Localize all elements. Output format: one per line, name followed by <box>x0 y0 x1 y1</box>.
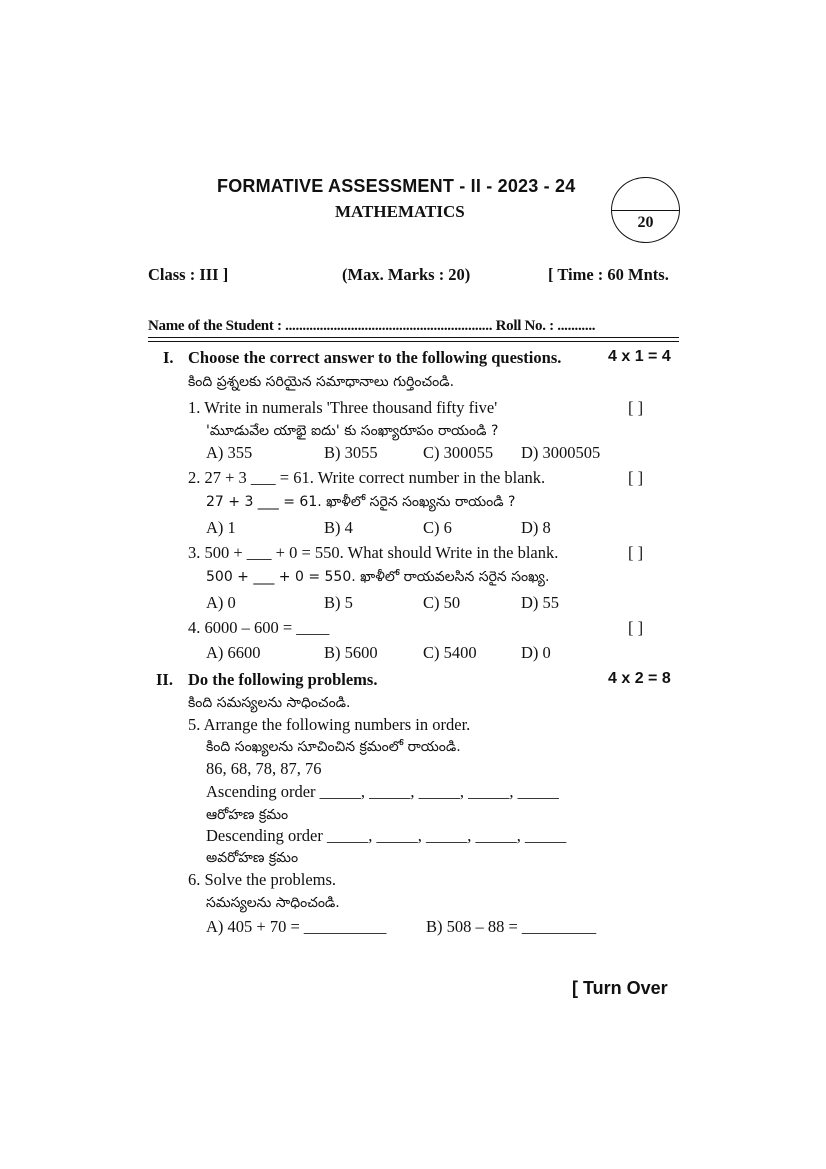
ascending-order-line: Ascending order _____, _____, _____, _____, _____ <box>206 782 559 801</box>
question-2: 2. 27 + 3 ___ = 61. Write correct number in the blank. <box>188 468 546 487</box>
answer-bracket-3: [ ] <box>628 543 644 562</box>
question-3-telugu: 500 + ___ + 0 = 550. ఖాళీలో రాయవలసిన సరైన సంఖ్య. <box>206 569 550 585</box>
section-2-marks: 4 x 2 = 8 <box>608 670 671 687</box>
q4-option-c: C) 5400 <box>423 643 477 662</box>
section-2-telugu: కింది సమస్యలను సాధించండి. <box>188 695 351 711</box>
question-1: 1. Write in numerals 'Three thousand fifty five' <box>188 398 498 417</box>
q1-option-a: A) 355 <box>206 443 253 462</box>
q3-option-b: B) 5 <box>324 593 353 612</box>
section-1-telugu: కింది ప్రశ్నలకు సరియైన సమాధానాలు గుర్తించండి. <box>188 374 455 390</box>
question-6-telugu: సమస్యలను సాధించండి. <box>206 895 340 911</box>
q1-option-c: C) 300055 <box>423 443 494 462</box>
question-1-telugu: 'మూడువేల యాభై ఐదు' కు సంఖ్యారూపం రాయండి ? <box>206 423 499 439</box>
q2-option-a: A) 1 <box>206 518 236 537</box>
q1-option-d: D) 3000505 <box>521 443 601 462</box>
numbers-list: 86, 68, 78, 87, 76 <box>206 759 322 778</box>
q3-option-a: A) 0 <box>206 593 236 612</box>
divider <box>148 337 679 338</box>
q4-option-d: D) 0 <box>521 643 551 662</box>
section-2-heading: Do the following problems. <box>188 670 378 689</box>
q3-option-d: D) 55 <box>521 593 560 612</box>
section-1-marks: 4 x 1 = 4 <box>608 348 671 365</box>
turn-over-label: [ Turn Over <box>572 978 668 998</box>
question-4: 4. 6000 – 600 = ____ <box>188 618 330 637</box>
q3-option-c: C) 50 <box>423 593 461 612</box>
q6-part-a: A) 405 + 70 = __________ <box>206 917 387 936</box>
section-1-heading: Choose the correct answer to the following questions. <box>188 348 562 367</box>
question-2-telugu: 27 + 3 ___ = 61. ఖాళీలో సరైన సంఖ్యను రాయండి ? <box>206 494 516 510</box>
q2-option-d: D) 8 <box>521 518 551 537</box>
answer-bracket-4: [ ] <box>628 618 644 637</box>
exam-title: FORMATIVE ASSESSMENT - II - 2023 - 24 <box>217 176 576 196</box>
total-marks: 20 <box>637 214 654 231</box>
q2-option-c: C) 6 <box>423 518 452 537</box>
max-marks-label: (Max. Marks : 20) <box>342 265 471 284</box>
question-6: 6. Solve the problems. <box>188 870 337 889</box>
divider <box>148 341 679 342</box>
section-1-number: I. <box>163 348 174 367</box>
ascending-order-telugu: ఆరోహణ క్రమం <box>206 807 289 823</box>
subject-title: MATHEMATICS <box>335 202 465 221</box>
time-label: [ Time : 60 Mnts. <box>548 265 669 284</box>
section-2-number: II. <box>156 670 173 689</box>
q4-option-b: B) 5600 <box>324 643 378 662</box>
q2-option-b: B) 4 <box>324 518 353 537</box>
question-5-telugu: కింది సంఖ్యలను సూచించిన క్రమంలో రాయండి. <box>206 739 461 755</box>
question-5: 5. Arrange the following numbers in order. <box>188 715 471 734</box>
student-name-roll-line: Name of the Student : ............................................................ Roll No. : ........... <box>148 318 596 334</box>
question-3: 3. 500 + ___ + 0 = 550. What should Write in the blank. <box>188 543 559 562</box>
descending-order-telugu: అవరోహణ క్రమం <box>206 850 299 866</box>
q4-option-a: A) 6600 <box>206 643 261 662</box>
total-marks-circle <box>611 177 680 243</box>
descending-order-line: Descending order _____, _____, _____, _____, _____ <box>206 826 567 845</box>
q6-part-b: B) 508 – 88 = _________ <box>426 917 597 936</box>
answer-bracket-1: [ ] <box>628 398 644 417</box>
q1-option-b: B) 3055 <box>324 443 378 462</box>
class-label: Class : III ] <box>148 265 229 284</box>
answer-bracket-2: [ ] <box>628 468 644 487</box>
